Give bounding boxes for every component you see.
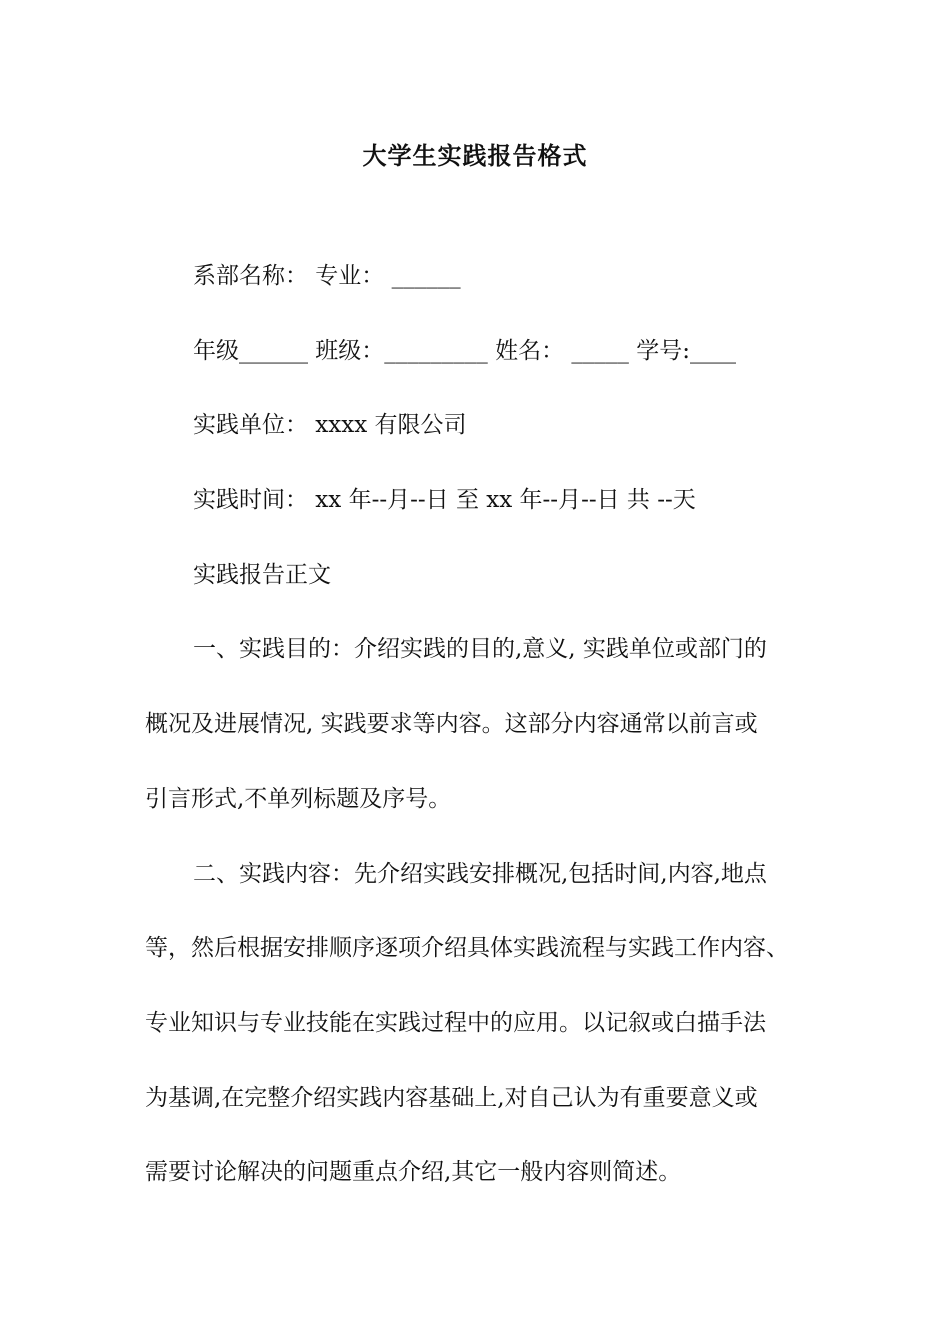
practice-time-line: 实践时间： xx 年--月--日 至 xx 年--月--日 共 --天 bbox=[193, 487, 696, 513]
department-major-line: 系部名称： 专业： ______ bbox=[193, 263, 461, 289]
grade-class-name-id-line: 年级______ 班级：_________ 姓名： _____ 学号:____ bbox=[193, 338, 736, 364]
paragraph-1-line-1: 一、实践目的：介绍实践的目的,意义, 实践单位或部门的 bbox=[193, 636, 767, 662]
paragraph-1-line-3: 引言形式,不单列标题及序号。 bbox=[145, 786, 452, 812]
paragraph-1-line-2: 概况及进展情况, 实践要求等内容。这部分内容通常以前言或 bbox=[145, 711, 758, 737]
paragraph-2-line-5: 需要讨论解决的问题重点介绍,其它一般内容则简述。 bbox=[145, 1159, 682, 1185]
paragraph-2-line-1: 二、实践内容：先介绍实践安排概况,包括时间,内容,地点 bbox=[193, 861, 767, 887]
paragraph-2-line-2: 等，然后根据安排顺序逐项介绍具体实践流程与实践工作内容、 bbox=[145, 935, 789, 961]
paragraph-2-line-4: 为基调,在完整介绍实践内容基础上,对自己认为有重要意义或 bbox=[145, 1085, 758, 1111]
practice-unit-line: 实践单位： xxxx 有限公司 bbox=[193, 412, 467, 438]
document-title: 大学生实践报告格式 bbox=[362, 141, 588, 170]
paragraph-2-line-3: 专业知识与专业技能在实践过程中的应用。以记叙或白描手法 bbox=[145, 1010, 766, 1036]
report-body-heading: 实践报告正文 bbox=[193, 562, 331, 588]
